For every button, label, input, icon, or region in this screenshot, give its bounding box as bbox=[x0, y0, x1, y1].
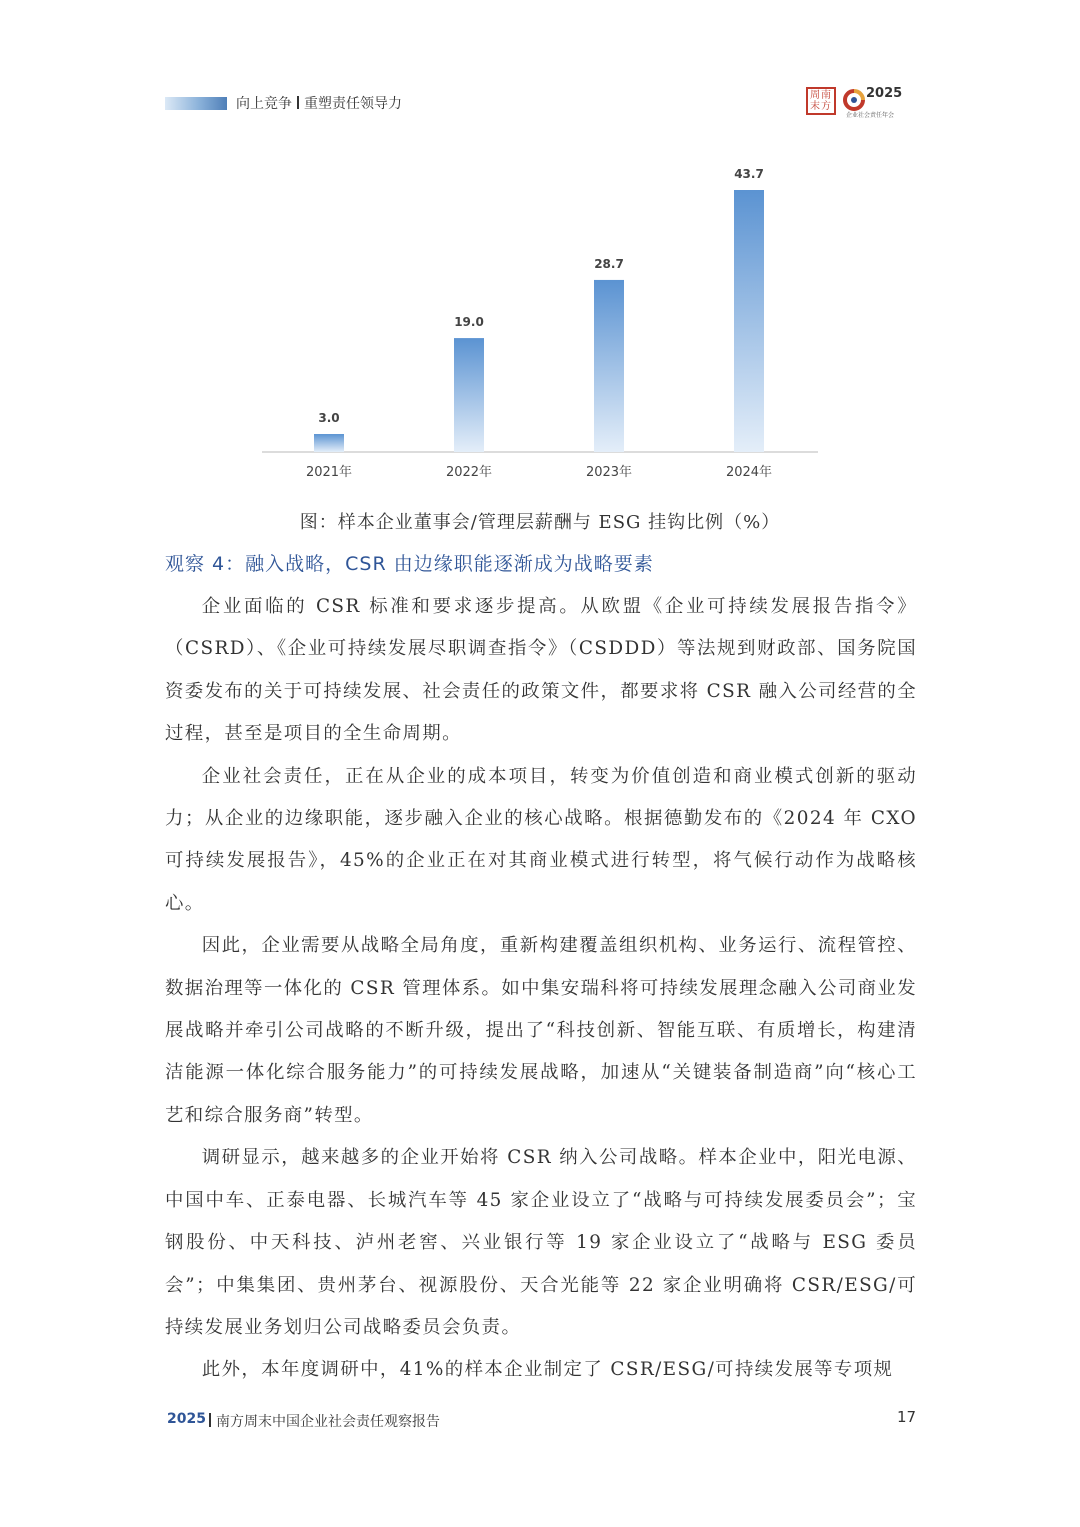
data-label: 43.7 bbox=[734, 167, 764, 181]
bar-2024年 bbox=[734, 190, 764, 452]
data-label: 19.0 bbox=[454, 315, 484, 330]
body-text bbox=[165, 586, 917, 1392]
paragraph: 企业面临的 CSR 标准和要求逐步提高。从欧盟《企业可持续发展报告指令》（CSRD）、《企业可持续发展尽职调查指令》（CSDDD）等法规到财政部、国务院国资委发布的关于可持续发展、社会责任的政策文件，都要求将 CSR 融入公司经营的全过程，甚至是项目的全生命周期。 bbox=[165, 596, 917, 745]
paragraph: 因此，企业需要从战略全局角度，重新构建覆盖组织机构、业务运行、流程管控、数据治理等一体化的 CSR 管理体系。如中集安瑞科将可持续发展理念融入公司商业发展战略并牵引公司战略的不断升级，提出了“科技创新、智能互联、有质增长，构建清洁能源一体化综合服务能力”的可持续发展战略，加速从“关键装备制造商”向“核心工艺和综合服务商”转型。 bbox=[165, 935, 917, 1126]
data-label: 28.7 bbox=[594, 256, 624, 271]
x-tick-label: 2023年 bbox=[585, 465, 633, 480]
data-label: 3.0 bbox=[318, 411, 340, 426]
paragraph: 调研显示，越来越多的企业开始将 CSR 纳入公司战略。样本企业中，阳光电源、中国中车、正泰电器、长城汽车等 45 家企业设立了“战略与可持续发展委员会”；宝钢股份、中天科技、泸州老窖、兴业银行等 19 家企业设立了“战略与 ESG 委员会”；中集集团、贵州茅台、视源股份、天合光能等 22 家企业明确将 CSR/ESG/可持续发展业务划归公司战略委员会负责。 bbox=[165, 1147, 917, 1338]
logo-year: 2025 bbox=[866, 86, 903, 101]
x-tick-label: 2021年 bbox=[305, 465, 353, 480]
bar-chart bbox=[0, 0, 1080, 500]
x-tick-label: 2022年 bbox=[445, 465, 493, 480]
running-header-part2: 重塑责任领导力 bbox=[304, 96, 402, 112]
running-header-part1: 向上竞争 bbox=[236, 96, 292, 112]
footer-divider bbox=[209, 1413, 211, 1427]
paragraph: 企业社会责任，正在从企业的成本项目，转变为价值创造和商业模式创新的驱动力；从企业的边缘职能，逐步融入企业的核心战略。根据德勤发布的《2024 年 CXO 可持续发展报告》，45%的企业正在对其商业模式进行转型，将气候行动作为战略核心。 bbox=[165, 765, 917, 914]
logo-subtitle: 企业社会责任年会 bbox=[846, 112, 895, 119]
page-number: 17 bbox=[897, 1408, 917, 1426]
newspaper-seal-logo: 周南 末方 bbox=[806, 87, 836, 115]
x-tick-label: 2024年 bbox=[725, 465, 773, 480]
section-title: 观察 4：融入战略，CSR 由边缘职能逐渐成为战略要素 bbox=[165, 553, 654, 575]
bar-2022年 bbox=[454, 338, 484, 452]
footer-year: 2025 bbox=[167, 1411, 206, 1427]
bar-2023年 bbox=[594, 280, 624, 452]
bar-2021年 bbox=[314, 434, 344, 452]
footer-title: 南方周末中国企业社会责任观察报告 bbox=[216, 1414, 440, 1430]
paragraph: 此外，本年度调研中，41%的样本企业制定了 CSR/ESG/可持续发展等专项规 bbox=[201, 1359, 894, 1381]
figure-caption: 图：样本企业董事会/管理层薪酬与 ESG 挂钩比例（%） bbox=[299, 512, 781, 533]
